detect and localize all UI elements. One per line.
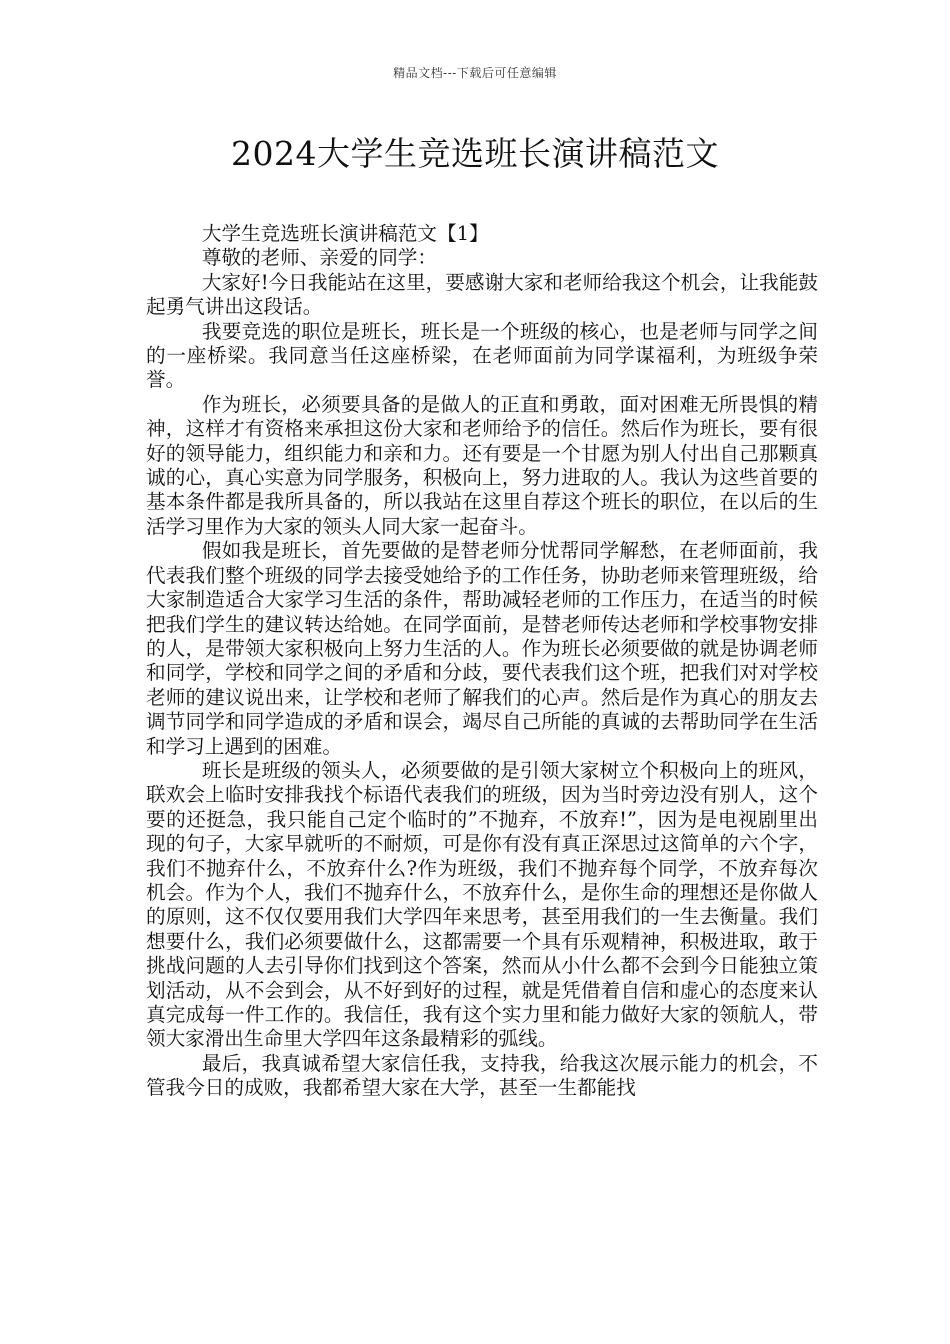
paragraph-5: 班长是班级的领头人，必须要做的是引领大家树立个积极向上的班风，联欢会上临时安排我找个标语代表我们的班级，因为当时旁边没有别人，这个要的还挺急，我只能自己定个临时的”不抛弃，不放弃!”，因为是电视剧里出现的句子，大家早就听的不耐烦，可是你有没有真正深思过这简单的六个字，我们不抛弃什么，不放弃什么?作为班级，我们不抛弃每个同学，不放弃每次机会。作为个人，我们不抛弃什么，不放弃什么，是你生命的理想还是你做人的原则，这不仅仅要用我们大学四年来思考，甚至用我们的一生去衡量。我们想要什么，我们必须要做什么，这都需要一个具有乐观精神，积极进取，敢于挑战问题的人去引导你们找到这个答案，然而从小什么都不会到今日能独立策划活动，从不会到会，从不好到好的过程，就是凭借着自信和虚心的态度来认真完成每一件工作的。我信任，我有这个实力里和能力做好大家的领航人，带领大家滑出生命里大学四年这条最精彩的弧线。 xyxy=(146,758,818,1051)
document-title: 2024大学生竞选班长演讲稿范文 xyxy=(231,134,719,173)
header-note: 精品文档---下载后可任意编辑 xyxy=(393,66,557,80)
paragraph-2: 我要竞选的职位是班长，班长是一个班级的核心，也是老师与同学之间的一座桥梁。我同意当任这座桥梁，在老师面前为同学谋福利，为班级争荣誉。 xyxy=(146,319,818,392)
greeting: 尊敬的老师、亲爱的同学： xyxy=(201,246,437,270)
paragraph-4: 假如我是班长，首先要做的是替老师分忧帮同学解愁，在老师面前，我代表我们整个班级的同学去接受她给予的工作任务，协助老师来管理班级，给大家制造适合大家学习生活的条件，帮助减轻老师的工作压力，在适当的时候把我们学生的建议转达给她。在同学面前，是替老师传达老师和学校事物安排的人，是带领大家积极向上努力生活的人。作为班长必须要做的就是协调老师和同学，学校和同学之间的矛盾和分歧，要代表我们这个班，把我们对对学校老师的建议说出来，让学校和老师了解我们的心声。然后是作为真心的朋友去调节同学和同学造成的矛盾和误会，竭尽自己所能的真诚的去帮助同学在生活和学习上遇到的困难。 xyxy=(146,539,818,758)
paragraph-6: 最后，我真诚希望大家信任我，支持我，给我这次展示能力的机会，不管我今日的成败，我都希望大家在大学，甚至一生都能找 xyxy=(146,1051,818,1100)
section-heading: 大学生竞选班长演讲稿范文【1】 xyxy=(201,222,489,245)
paragraph-1: 大家好!今日我能站在这里，要感谢大家和老师给我这个机会，让我能鼓起勇气讲出这段话。 xyxy=(146,270,818,319)
paragraph-3: 作为班长，必须要具备的是做人的正直和勇敢，面对困难无所畏惧的精神，这样才有资格来承担这份大家和老师给予的信任。然后作为班长，要有很好的领导能力，组织能力和亲和力。还有要是一个甘愿为别人付出自己那颗真诚的心，真心实意为同学服务，积极向上，努力进取的人。我认为这些首要的基本条件都是我所具备的，所以我站在这里自荐这个班长的职位，在以后的生活学习里作为大家的领头人同大家一起奋斗。 xyxy=(146,392,818,538)
document-body xyxy=(146,222,818,1101)
